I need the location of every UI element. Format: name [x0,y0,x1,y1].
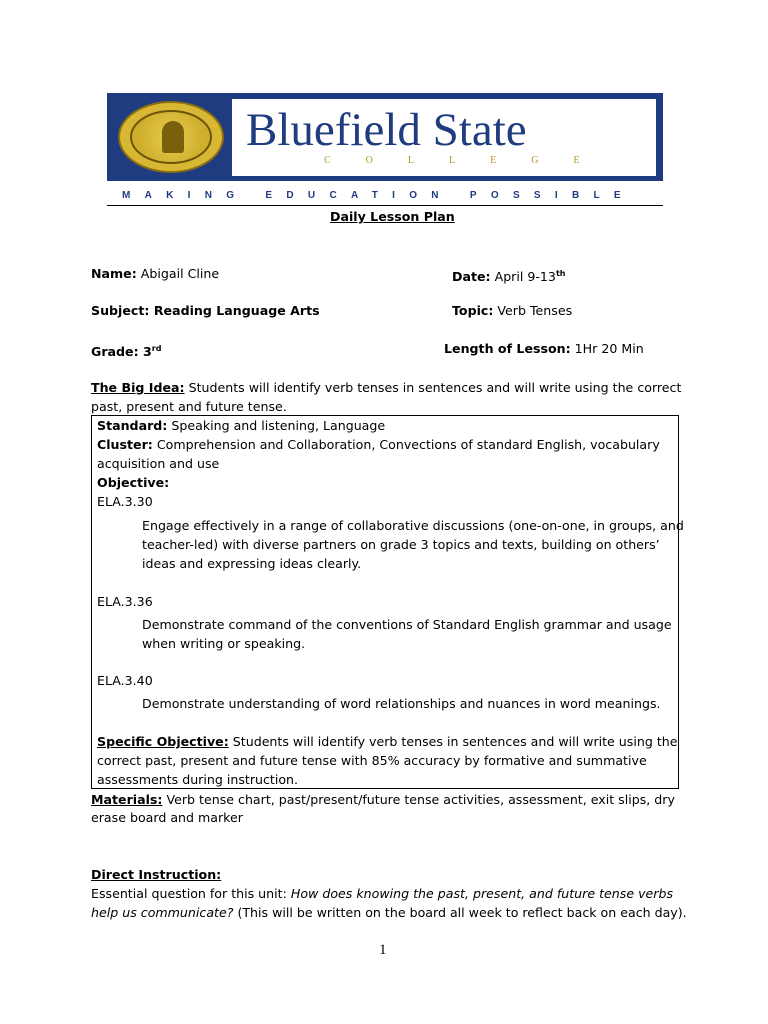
objective-code-3: ELA.3.40 [97,673,153,688]
college-word: COLLEGE [324,155,615,166]
cluster-label: Cluster: [97,437,153,452]
big-idea-label: The Big Idea: [91,380,185,395]
length-value: 1Hr 20 Min [574,341,644,356]
date-label: Date: [452,269,491,285]
topic-value: Verb Tenses [497,303,573,318]
materials-text-1: Verb tense chart, past/present/future tense activities, assessment, exit slips, dry [166,792,675,807]
topic-row [452,301,572,320]
objective-code-2: ELA.3.36 [97,594,153,609]
name-row [91,264,219,283]
essential-question-note: (This will be written on the board all week to reflect back on each day). [237,905,687,920]
objective-2-line-1: Demonstrate command of the conventions of Standard English grammar and usage [142,617,672,632]
cluster-text-1: Comprehension and Collaboration, Convections of standard English, vocabulary [156,437,660,452]
objective-1-line-2: teacher-led) with diverse partners on grade 3 topics and texts, building on others’ [142,537,660,552]
standard-row [97,416,385,435]
header-rule [107,205,663,206]
essential-question-line-2 [91,903,687,922]
materials-text-2: erase board and marker [91,810,243,825]
grade-label: Grade: [91,344,139,360]
grade-row [91,339,161,361]
essential-question-text-2: help us communicate? [91,905,234,920]
college-name: Bluefield State [246,104,527,156]
essential-question-line-1 [91,884,673,903]
college-name-panel [232,99,656,176]
grade-value: 3 [143,344,152,360]
subject-row [91,301,320,320]
page-number: 1 [379,942,387,958]
standard-value: Speaking and listening, Language [171,418,386,433]
materials-row [91,790,675,809]
big-idea-line-1 [91,378,681,397]
seal-inner-ring [130,110,212,164]
length-label: Length of Lesson: [444,341,571,356]
essential-question-intro: Essential question for this unit: [91,886,287,901]
date-value: April 9-13 [494,269,556,285]
college-tagline: MAKING EDUCATION POSSIBLE [122,190,635,201]
objective-2-line-2: when writing or speaking. [142,636,306,651]
topic-label: Topic: [452,303,494,318]
length-row [444,339,644,358]
specific-objective-row [97,732,678,751]
big-idea-line-2: past, present and future tense. [91,399,287,414]
grade-suffix: rd [151,344,162,353]
objective-3-line-1: Demonstrate understanding of word relationships and nuances in word meanings. [142,696,661,711]
objective-1-line-3: ideas and expressing ideas clearly. [142,556,362,571]
objective-label: Objective: [97,475,170,490]
specific-objective-text-1: Students will identify verb tenses in sentences and will write using the [232,734,678,749]
specific-objective-label: Specific Objective: [97,734,229,749]
direct-instruction-label: Direct Instruction: [91,867,222,882]
name-label: Name: [91,266,137,281]
subject-label: Subject: [91,303,150,318]
doc-title: Daily Lesson Plan [330,209,455,224]
date-row [452,264,565,286]
specific-objective-text-3: assessments during instruction. [97,772,299,787]
objective-code-1: ELA.3.30 [97,494,153,509]
standard-label: Standard: [97,418,168,433]
big-idea-text-1: Students will identify verb tenses in sentences and will write using the correct [188,380,682,395]
cluster-row [97,435,660,454]
date-suffix: th [555,269,566,278]
seal-figure [162,121,184,153]
name-value: Abigail Cline [140,266,220,281]
specific-objective-text-2: correct past, present and future tense with 85% accuracy by formative and summative [97,753,647,768]
materials-label: Materials: [91,792,163,807]
college-seal-icon [118,101,224,173]
cluster-text-2: acquisition and use [97,456,220,471]
essential-question-text-1: How does knowing the past, present, and future tense verbs [290,886,674,901]
objective-1-line-1: Engage effectively in a range of collaborative discussions (one-on-one, in groups, and [142,518,684,533]
subject-value: Reading Language Arts [153,303,320,318]
